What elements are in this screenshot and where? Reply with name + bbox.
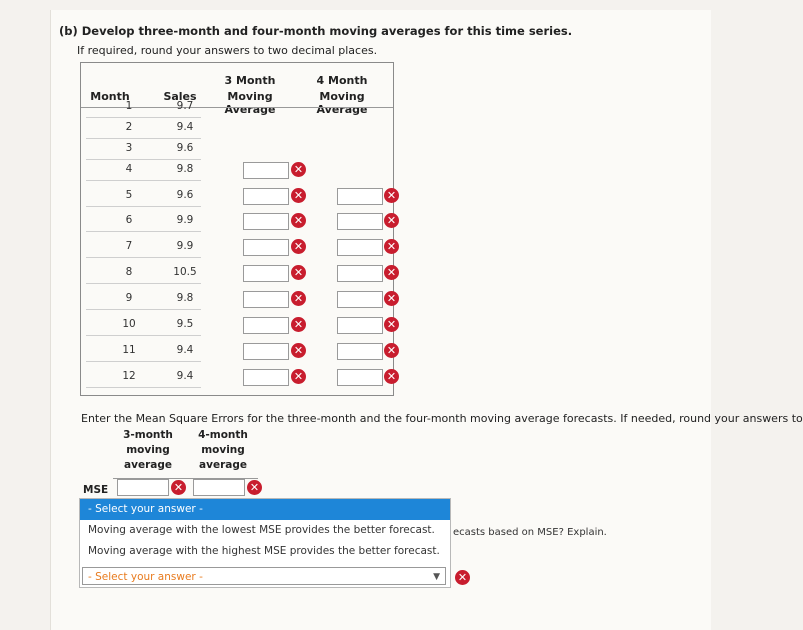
row-divider [86, 138, 201, 139]
moving-average-4month-input[interactable] [337, 239, 383, 256]
moving-average-4month-input[interactable] [337, 291, 383, 308]
mse-header-4month-l2: moving [201, 444, 245, 456]
moving-average-4month-input[interactable] [337, 369, 383, 386]
mse-header-4month-l1: 4-month [198, 429, 248, 441]
cell-sales: 10.5 [173, 266, 197, 278]
x-circle-icon: ✕ [384, 239, 399, 254]
moving-average-3month-input[interactable] [243, 213, 289, 230]
row-divider [86, 361, 201, 362]
x-circle-icon: ✕ [171, 480, 186, 495]
cell-month: 12 [122, 370, 136, 382]
x-circle-icon: ✕ [384, 291, 399, 306]
header-month: Month [90, 90, 130, 103]
cell-month: 3 [125, 142, 133, 154]
mse-4month-input[interactable] [193, 479, 245, 496]
part-b-heading: (b) Develop three-month and four-month moving averages for this time series. [59, 24, 573, 38]
cell-sales: 9.6 [176, 189, 194, 201]
cell-sales: 9.4 [176, 344, 194, 356]
row-divider [86, 159, 201, 160]
moving-average-3month-input[interactable] [243, 369, 289, 386]
mse-header-3month-l1: 3-month [123, 429, 173, 441]
header-sales: Sales [163, 90, 197, 103]
header-3month-line2: Moving Average [224, 90, 276, 116]
moving-average-table [80, 62, 397, 396]
x-circle-icon: ✕ [291, 291, 306, 306]
cell-sales: 9.7 [176, 100, 194, 112]
row-divider [86, 387, 201, 388]
cell-month: 1 [125, 100, 133, 112]
cell-month: 6 [125, 214, 133, 226]
x-circle-icon: ✕ [247, 480, 262, 495]
x-circle-icon: ✕ [384, 317, 399, 332]
row-divider [86, 206, 201, 207]
forecast-choice-select[interactable] [82, 567, 446, 585]
moving-average-3month-input[interactable] [243, 343, 289, 360]
cell-month: 7 [125, 240, 133, 252]
moving-average-4month-input[interactable] [337, 265, 383, 282]
moving-average-4month-input[interactable] [337, 317, 383, 334]
select-value: - Select your answer - [88, 571, 203, 583]
dropdown-option-highest-mse[interactable]: Moving average with the highest MSE provides the better forecast. [88, 545, 440, 557]
moving-average-3month-input[interactable] [243, 291, 289, 308]
cell-sales: 9.9 [176, 240, 194, 252]
row-divider [86, 117, 201, 118]
row-divider [86, 231, 201, 232]
cell-sales: 9.4 [176, 121, 194, 133]
mse-header-4month [188, 428, 258, 473]
moving-average-4month-input[interactable] [337, 343, 383, 360]
mse-header-4month-l3: average [199, 459, 247, 471]
cell-month: 9 [125, 292, 133, 304]
mse-header-3month-l2: moving [126, 444, 170, 456]
mse-prompt: Enter the Mean Square Errors for the three-month and the four-month moving average forecasts. If needed, round your answers to [81, 412, 803, 425]
cell-month: 10 [122, 318, 136, 330]
cell-sales: 9.4 [176, 370, 194, 382]
mse-header-3month-l3: average [124, 459, 172, 471]
x-circle-icon: ✕ [455, 570, 470, 585]
row-divider [86, 335, 201, 336]
question-text-partial: ecasts based on MSE? Explain. [453, 527, 607, 538]
x-circle-icon: ✕ [291, 213, 306, 228]
cell-sales: 9.8 [176, 292, 194, 304]
x-circle-icon: ✕ [291, 369, 306, 384]
header-4month-line1: 4 Month [316, 74, 368, 87]
moving-average-3month-input[interactable] [243, 239, 289, 256]
x-circle-icon: ✕ [291, 343, 306, 358]
header-4month-line2: Moving Average [316, 90, 368, 116]
cell-sales: 9.9 [176, 214, 194, 226]
dropdown-option-lowest-mse[interactable]: Moving average with the lowest MSE provides the better forecast. [88, 524, 435, 536]
cell-month: 8 [125, 266, 133, 278]
question-page [50, 10, 803, 630]
forecast-choice-dropdown[interactable] [79, 498, 451, 588]
x-circle-icon: ✕ [291, 239, 306, 254]
moving-average-3month-input[interactable] [243, 162, 289, 179]
x-circle-icon: ✕ [291, 265, 306, 280]
row-divider [86, 257, 201, 258]
dropdown-option-selected[interactable]: - Select your answer - [80, 499, 450, 520]
x-circle-icon: ✕ [384, 188, 399, 203]
moving-average-3month-input[interactable] [243, 188, 289, 205]
mse-header-3month [113, 428, 183, 473]
chevron-down-icon: ▼ [433, 572, 440, 582]
x-circle-icon: ✕ [291, 162, 306, 177]
x-circle-icon: ✕ [384, 213, 399, 228]
moving-average-4month-input[interactable] [337, 188, 383, 205]
x-circle-icon: ✕ [384, 265, 399, 280]
moving-average-3month-input[interactable] [243, 265, 289, 282]
x-circle-icon: ✕ [291, 188, 306, 203]
header-3month-line1: 3 Month [224, 74, 276, 87]
cell-month: 4 [125, 163, 133, 175]
cell-sales: 9.5 [176, 318, 194, 330]
x-circle-icon: ✕ [291, 317, 306, 332]
row-divider [86, 180, 201, 181]
x-circle-icon: ✕ [384, 369, 399, 384]
mse-label: MSE [83, 484, 109, 496]
moving-average-4month-input[interactable] [337, 213, 383, 230]
rounding-instruction: If required, round your answers to two decimal places. [77, 44, 378, 57]
x-circle-icon: ✕ [384, 343, 399, 358]
cell-sales: 9.8 [176, 163, 194, 175]
cell-month: 11 [122, 344, 136, 356]
cell-month: 2 [125, 121, 133, 133]
row-divider [86, 309, 201, 310]
moving-average-3month-input[interactable] [243, 317, 289, 334]
cell-month: 5 [125, 189, 133, 201]
row-divider [86, 283, 201, 284]
cell-sales: 9.6 [176, 142, 194, 154]
mse-3month-input[interactable] [117, 479, 169, 496]
